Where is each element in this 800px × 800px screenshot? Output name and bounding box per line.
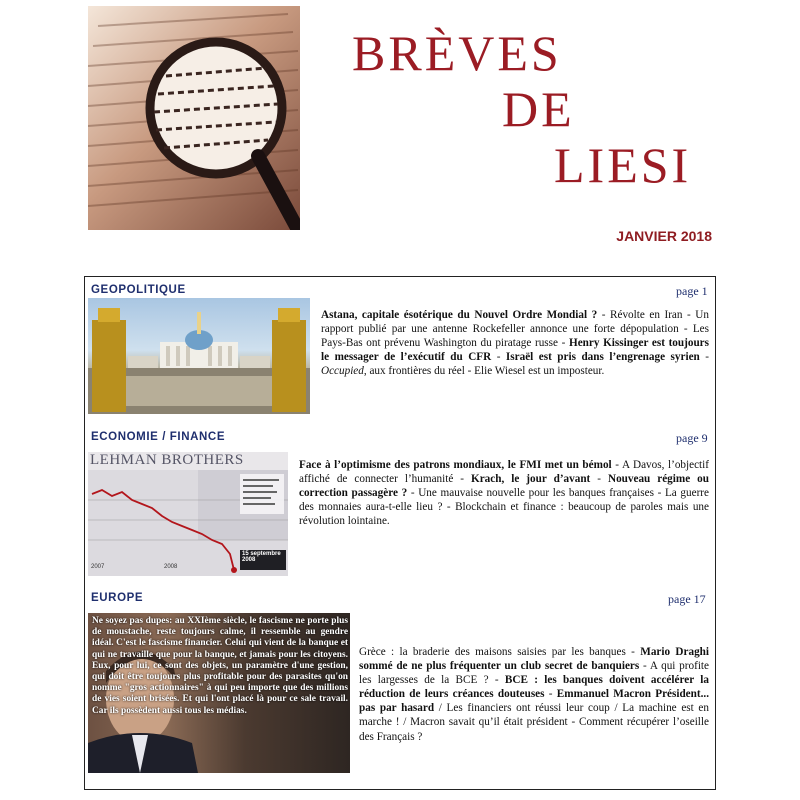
section-heading-geopolitique: GEOPOLITIQUE: [91, 284, 186, 296]
chart-year-start: 2007: [91, 564, 105, 570]
chart-event-date: 15 septembre 2008: [242, 551, 281, 563]
title-line-3: LIESI: [554, 137, 692, 193]
image-quote: Ne soyez pas dupes: au XXIème siècle, le fascisme ne porte plus de moustache, reste toujours calme, il ressemble au gendre idéal. C'est le fascisme financier. Celui qui vient de la banque et qui ne travaille que pour la banque, et jamais pour les citoyens. Eux, pour lui, ce sont des objets, un paramètre d'une gestion, qui doit être toujours plus profitable pour des parasites qu'on nomme "gros actionnaires" à qui peu importe que des millions de vies soient brisées. Et qui l'ont placé là pour ce sale travail. Car ils possèdent aussi tous les médias.: [92, 616, 348, 716]
lehman-brothers-chart-image: [88, 452, 288, 576]
issue-date: JANVIER 2018: [616, 228, 712, 244]
summary-run: Mario Draghi sommé de ne plus fréquenter un club secret de banquiers: [359, 646, 709, 673]
summary-run: BCE : les banques doivent accélérer la réduction de leurs créances douteuses: [359, 674, 709, 701]
astana-photo: [88, 298, 310, 414]
lehman-brand: LEHMAN BROTHERS: [90, 452, 244, 468]
summary-economie: [299, 458, 709, 528]
summary-run: - Une mauvaise nouvelle pour les banques françaises - La guerre des monnaies aura-t-elle lieu ? - Blockchain et finance : beaucoup de paroles mais une révolution lointaine.: [299, 487, 709, 528]
macron-portrait-with-quote: [88, 613, 350, 773]
page-ref-economie[interactable]: page 9: [676, 431, 708, 445]
summary-run: Emmanuel Macron Président... pas par hasard: [359, 688, 709, 715]
page-ref-geopolitique[interactable]: page 1: [676, 284, 708, 298]
summary-run: Henry Kissinger est toujours le messager de l’exécutif du CFR: [321, 337, 709, 364]
section-heading-europe: EUROPE: [91, 592, 144, 604]
summary-run: - Révolte en Iran - Un rapport publié par une antenne Rockefeller annonce une forte dépopulation - Les Pays-Bas ont prévenu Washington du piratage russe -: [321, 309, 709, 350]
summary-run: Israël est pris dans l’engrenage syrien: [505, 351, 700, 364]
summary-run: Nouveau régime ou correction passagère ?: [299, 473, 709, 500]
summary-run: -: [491, 351, 506, 364]
summary-run: Krach, le jour d’avant: [471, 473, 591, 486]
summary-run: , aux frontières du réel - Elie Wiesel est un imposteur.: [363, 365, 605, 378]
summary-run: -: [544, 688, 557, 701]
summary-run: Astana, capitale ésotérique du Nouvel Ordre Mondial ?: [321, 309, 598, 321]
summary-run: -: [590, 473, 608, 486]
summary-geopolitique: [321, 308, 709, 378]
page-ref-europe[interactable]: page 17: [668, 592, 706, 606]
title-line-2: DE: [502, 81, 575, 137]
chart-year-end: 2008: [164, 564, 178, 570]
magnifying-glass-photo: [88, 6, 300, 230]
summary-run: Occupied: [321, 365, 364, 378]
section-heading-economie: ECONOMIE / FINANCE: [91, 431, 226, 443]
summary-run: / Les financiers ont réussi leur coup / La machine est en marche ! / Macron savait qu’il était président - Comment récupérer l’oseille des Français ?: [359, 702, 709, 743]
summary-run: - A qui profite les largesses de la BCE ? -: [359, 660, 710, 687]
summary-run: - A Davos, l’objectif affiché de connecter l’humanité -: [299, 459, 709, 486]
summary-europe: [359, 645, 709, 744]
summary-run: Grèce : la braderie des maisons saisies par les banques -: [359, 646, 641, 658]
summary-run: -: [699, 351, 709, 364]
summary-run: Face à l’optimisme des patrons mondiaux, le FMI met un bémol: [299, 459, 612, 471]
title-line-1: BRÈVES: [352, 25, 562, 81]
